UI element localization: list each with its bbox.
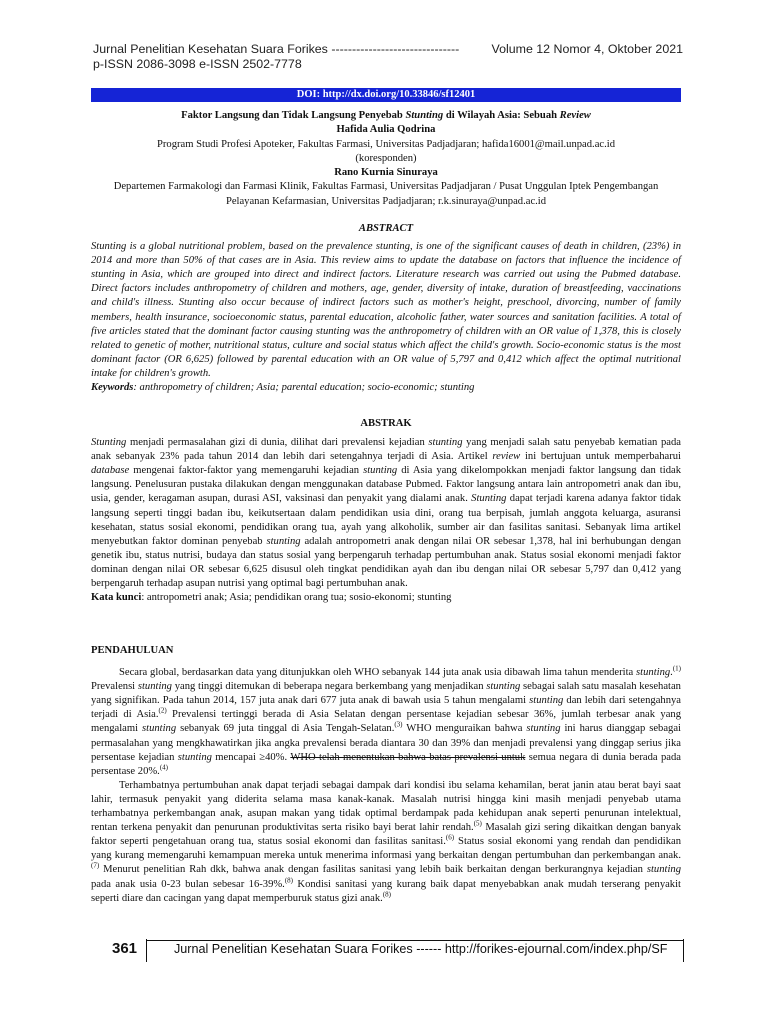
abstract-text: Stunting is a global nutritional problem, based on the prevalence stunting, is one of the significant causes of death in children, (23%) in 2014 and more than 50% of that cases are in Asia. This review aims to update the database on factors that influence the incidence of stunting in Asia, which are grouped into direct and indirect factors. Literature research was carried out using the Pubmed database. Direct factors includes anthropometry of children and mothers, age, gender, diversity of intake, duration of breastfeeding, vaccinations and child's illness. Stunting also occur because of indirect factors such as mother's height, preschool, divorcing, number of family members, health insurance, socioeconomic status, parental education, alcoholic father, water sources and sanitation facilities. A total of five articles stated that the dominant factor causing stunting was the anthropometry of children with an OR value of 1,378, this is closely related to genetic of mother, nutritional status, culture and social status which affect the child's growth. Socio-economic status is the most dominant factor (OR 6,625) followed by parental education with an OR value of 5,797 and 0,412 which affect the optimal nutritional intake for children's growth. — [91, 241, 681, 379]
journal-header — [93, 42, 683, 72]
author-affiliation: Program Studi Profesi Apoteker, Fakultas Farmasi, Universitas Padjadjaran; hafida16001@mail.unpad.ac.id — [156, 138, 615, 150]
keywords-label: Keywords — [91, 382, 134, 394]
article-title — [91, 109, 681, 123]
doi-link[interactable]: DOI: http://dx.doi.org/10.33846/sf12401 — [91, 88, 681, 102]
footer-rule — [146, 940, 684, 941]
title-text-2: Stunting — [405, 110, 444, 121]
text-run: semua negara di dunia berada pada persentase 20%. — [91, 751, 681, 777]
keywords-line — [91, 381, 681, 395]
citation-ref: (3) — [394, 720, 403, 729]
page-number: 361 — [112, 940, 138, 957]
kata-kunci-line — [91, 591, 681, 605]
journal-volume: Volume 12 Nomor 4, Oktober 2021 — [491, 42, 683, 56]
text-run: sebagai salah satu masalah kesehatan yang signifikan. Pada tahun 2014, 157 juta anak dari 677 juta anak di bawah usia 5 tahun mengalami — [91, 681, 681, 707]
italic-term: stunting — [177, 751, 212, 763]
abstrak-text — [91, 436, 681, 591]
text-run: yang menjadi salah satu penyebab kematian pada anak sebanyak 23% pada tahun 2014 dan lebih dari setengahnya terjadi di Asia. Artikel — [91, 437, 681, 463]
text-run: adalah antropometri anak dengan nilai OR sebesar 1,378, hal ini berhubungan dengan genetik ibu, status nutrisi, budaya dan status sosial yang berpengaruh terhadap pertumbuhan anak. Status sosial ekonomi menjadi faktor dominan dengan nilai OR sebesar 6,625 disusul oleh tingkat pendidikan ayah dan ibu dengan nilai OR sebesar 5,797 dan 0,412 yang berpengaruh terhadap asupan nutrisi yang optimal bagi pertumbuhan anak. — [91, 535, 682, 590]
author-affiliation: Departemen Farmakologi dan Farmasi Klinik, Fakultas Farmasi, Universitas Padjadjaran / Pusat Unggulan Iptek Pengembangan Pelayanan Kefarmasian, Universitas Padjadjaran; r.k.sinuraya@unpad.ac.id — [113, 181, 659, 207]
text-run: menjadi permasalahan gizi di dunia, dilihat dari prevalensi kejadian — [126, 437, 429, 449]
text-run: mencapai ≥40%. — [211, 751, 291, 763]
italic-term: stunting — [529, 695, 564, 707]
italic-term: stunting — [636, 667, 671, 679]
text-run: Prevalensi — [91, 681, 138, 693]
citation-ref: (8) — [382, 890, 391, 899]
citation-ref: (7) — [91, 861, 100, 870]
footer-divider — [683, 939, 684, 962]
italic-term: Stunting — [91, 437, 127, 449]
footer-divider — [146, 939, 147, 962]
abstract-heading: ABSTRACT — [358, 223, 414, 234]
italic-term: Stunting — [471, 493, 507, 505]
text-run: yang tinggi ditemukan di beberapa negara berkembang yang menjadikan — [171, 681, 487, 693]
citation-ref: (4) — [159, 763, 169, 772]
italic-term: stunting — [363, 465, 398, 477]
text-run: dapat terjadi karena adanya faktor tidak langsung seperti tinggi badan ibu, keikutsertaan dalam pendidikan usia dini, orang tua berpisah, jumlah anggota keluarga, asuransi kesehatan, status sosial ekonomi, pendidikan orang tua, ayah yang alkoholik, sumber air dan fasilitas sanitasi. Sebanyak lima artikel menyebutkan faktor dominan penyebab — [91, 493, 681, 547]
title-text-4: Review — [559, 110, 591, 121]
author-name: Rano Kurnia Sinuraya — [334, 167, 438, 179]
italic-term: stunting — [428, 437, 463, 449]
text-run: WHO telah menentukan bahwa batas prevalensi untuk — [290, 751, 526, 763]
citation-ref: (1) — [672, 664, 681, 673]
text-run: Kondisi sanitasi yang kurang baik dapat menyebabkan anak mudah terserang penyakit seperti diare dan cacingan yang dapat memperburuk status gizi anak. — [91, 878, 681, 904]
text-run: ini harus dianggap sebagai permasalahan yang mengkhawatirkan jika angka prevalensi berada diantara 30 dan 39% dan menjadi prevalensi yang dinggap serius jika persentase kejadian — [91, 723, 682, 763]
italic-term: stunting — [646, 864, 681, 876]
text-run: di Asia yang dikelompokkan menjadi faktor langsung dan tidak langsung. Penelusuran pustaka dilakukan dengan menggunakan database Pubmed. Faktor langsung antara lain antropometri anak dan ibu, usia, gender, keragaman asupan, durasi ASI, vaksinasi dan penyakit yang dialami anak. — [91, 465, 681, 505]
text-run: ini bertujuan untuk memperbaharui — [520, 451, 681, 463]
citation-ref: (2) — [158, 706, 167, 715]
italic-term: review — [492, 451, 521, 463]
kata-kunci-text: : antropometri anak; Asia; pendidikan orang tua; sosio-ekonomi; stunting — [141, 592, 452, 604]
title-text-1: Faktor Langsung dan Tidak Langsung Penyebab — [181, 110, 406, 121]
abstract-indonesian — [91, 417, 681, 605]
text-run: dan lebih dari setengahnya terjadi di Asia. — [91, 695, 681, 721]
corresponding-note: (koresponden) — [355, 152, 417, 164]
citation-ref: (8) — [284, 875, 294, 884]
section-heading: PENDAHULUAN — [91, 645, 174, 656]
text-run: Secara global, berdasarkan data yang ditunjukkan oleh WHO sebanyak 144 juta anak usia dibawah lima tahun menderita — [119, 667, 637, 679]
text-run: Menurut penelitian Rah dkk, bahwa anak dengan fasilitas sanitasi yang lebih baik berkaitan dengan berkurangnya kejadian — [99, 864, 647, 876]
italic-term: stunting — [486, 681, 521, 693]
text-run: WHO menguraikan bahwa — [402, 723, 527, 735]
author-name: Hafida Aulia Qodrina — [336, 124, 436, 136]
paragraph — [91, 779, 681, 906]
article-front-matter — [91, 109, 681, 209]
journal-name: Jurnal Penelitian Kesehatan Suara Forikes ------------------------------- — [93, 42, 460, 56]
footer-journal-link[interactable]: Jurnal Penelitian Kesehatan Suara Forikes ------ http://forikes-ejournal.com/index.php/SF — [174, 942, 668, 956]
text-run: Terhambatnya pertumbuhan anak dapat terjadi sebagai dampak dari kondisi ibu selama kehamilan, berat janin atau berat bayi saat lahir, termasuk penyakit yang diderita selama masa kanak-kanak. Masalah nutrisi hingga kini masih menjadi penyebab utama terhambatnya perkembangan anak, asupan makan yang tidak optimal berdampak pada kehidupan anak seperti penurunan intelektual, rentan terkena penyakit dan penurunan produktivitas serta risiko bayi berat lahir rendah. — [91, 779, 681, 834]
citation-ref: (5) — [473, 819, 482, 828]
paragraph — [91, 666, 681, 779]
abstract-english — [91, 222, 681, 395]
text-run: Masalah gizi sering dikaitkan dengan banyak faktor seperti pengetahuan orang tua, status sosial ekonomi dan fasilitas sanitasi. — [91, 822, 681, 848]
citation-ref: (6) — [445, 833, 455, 842]
journal-issn: p-ISSN 2086-3098 e-ISSN 2502-7778 — [93, 57, 302, 71]
text-run: mengenai faktor-faktor yang memengaruhi kejadian — [129, 465, 364, 477]
italic-term: stunting — [526, 723, 561, 735]
text-run: pada anak usia 0-23 bulan sebesar 16-39%. — [91, 878, 285, 890]
title-text-3: di Wilayah Asia: Sebuah — [443, 110, 560, 121]
abstrak-heading: ABSTRAK — [360, 418, 412, 429]
text-run: Prevalensi tertinggi berada di Asia Selatan dengan persentase kejadian sebesar 36%, jumlah terbesar anak yang mengalami — [91, 709, 682, 735]
text-run: sebanyak 69 juta tinggal di Asia Tengah-Selatan. — [176, 723, 395, 735]
kata-kunci-label: Kata kunci — [91, 592, 142, 604]
italic-term: database — [91, 465, 130, 477]
page-footer — [112, 940, 684, 962]
text-run: . — [670, 667, 673, 679]
introduction-section — [91, 644, 681, 906]
keywords-text: : anthropometry of children; Asia; parental education; socio-economic; stunting — [133, 382, 475, 394]
text-run: Status sosial ekonomi yang rendah dan pendidikan yang kurang memengaruhi kemampuan mereka untuk menerima informasi yang berkaitan dengan pertumbuhan dan perkembangan anak. — [91, 836, 681, 862]
italic-term: stunting — [266, 535, 301, 547]
italic-term: stunting — [142, 723, 177, 735]
italic-term: stunting — [137, 681, 172, 693]
